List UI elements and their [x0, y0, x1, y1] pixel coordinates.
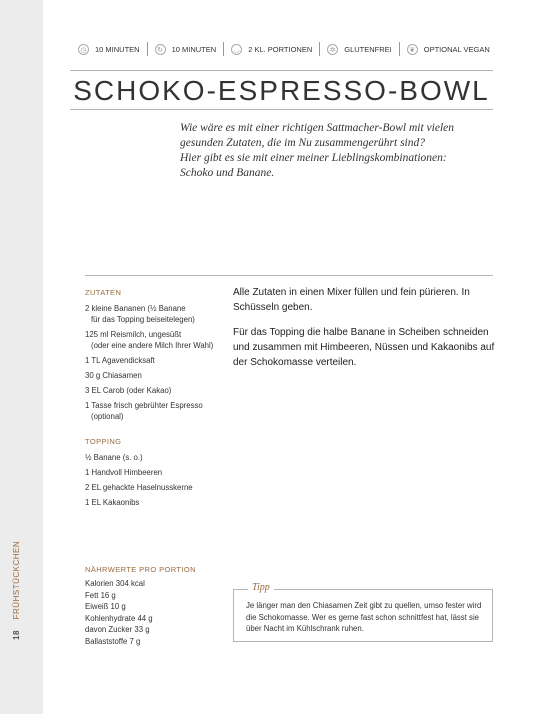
clock-icon: ◷: [78, 44, 89, 55]
info-item-time2: [155, 44, 217, 55]
nutrition-list: [85, 578, 225, 647]
intro-line: Wie wäre es mit einer richtigen Sattmacher-Bowl mit vielen: [180, 122, 455, 134]
tip-text: Je länger man den Chiasamen Zeit gibt zu quellen, umso fester wird die Schokomasse. Wer es gerne fast schon schnittfest hat, lässt sie über Nacht im Kühlschrank ruhen.: [246, 601, 482, 633]
intro-line: Schoko und Banane.: [180, 167, 275, 179]
nutrition-section: [85, 565, 225, 647]
side-strip: [0, 0, 43, 714]
list-item: 30 g Chiasamen: [85, 371, 142, 380]
list-item: 2 EL gehackte Haselnusskerne: [85, 483, 193, 492]
intro-line: Hier gibt es sie mit einer meiner Lieblingskombinationen:: [180, 152, 447, 164]
divider: [319, 42, 320, 56]
info-label: OPTIONAL VEGAN: [423, 44, 490, 54]
list-item: davon Zucker 33 g: [85, 625, 150, 634]
list-item: 1 TL Agavendicksaft: [85, 356, 155, 365]
list-item: 2 kleine Bananen (½ Banane für das Topping beiseitelegen): [85, 304, 195, 324]
instruction-step: Alle Zutaten in einen Mixer füllen und fein pürieren. In Schüsseln geben.: [233, 287, 470, 313]
list-item: Kalorien 304 kcal: [85, 579, 145, 588]
intro-line: gesunden Zutaten, die im Nu zusammengerührt sind?: [180, 137, 426, 149]
topping-list: [85, 452, 225, 508]
page-number: 18: [12, 630, 21, 640]
tip-label: Tipp: [248, 582, 274, 593]
title-rule-top: [70, 70, 493, 71]
list-item: 1 Handvoll Himbeeren: [85, 468, 163, 477]
divider: [147, 42, 148, 56]
info-item-vegan: [407, 44, 490, 55]
info-item-portions: [231, 44, 312, 55]
ingredients-list: [85, 303, 225, 422]
info-label: GLUTENFREI: [344, 44, 392, 54]
title-rule-bottom: [70, 109, 493, 110]
page-title: SCHOKO-ESPRESSO-BOWL: [73, 75, 490, 106]
tip-box: [233, 582, 493, 642]
instruction-step: Für das Topping die halbe Banane in Scheiben schneiden und zusammen mit Himbeeren, Nüssen und Kakaonibs auf der Schokomasse verteilen.: [233, 327, 495, 368]
list-item: Kohlenhydrate 44 g: [85, 613, 153, 623]
side-label: [12, 541, 21, 640]
info-label: 2 KL. PORTIONEN: [248, 44, 313, 54]
refresh-icon: ↻: [155, 44, 166, 55]
topping-heading: TOPPING: [85, 437, 122, 446]
info-bar: [78, 41, 498, 57]
list-item: 125 ml Reismilch, ungesüßt (oder eine andere Milch Ihrer Wahl): [85, 330, 214, 350]
list-item: 1 EL Kakaonibs: [85, 498, 140, 507]
divider: [399, 42, 400, 56]
instructions: [233, 285, 495, 380]
list-item: ½ Banane (s. o.): [85, 453, 143, 462]
list-item: 1 Tasse frisch gebrühter Espresso (optional): [85, 401, 203, 421]
intro-text: [180, 121, 480, 181]
list-item: Fett 16 g: [85, 590, 116, 600]
info-item-gluten: [327, 44, 392, 55]
bowl-icon: ◡: [231, 44, 242, 55]
divider: [223, 42, 224, 56]
info-label: 10 MINUTEN: [95, 44, 140, 54]
ingredients-section: [85, 288, 225, 426]
info-label: 10 MINUTEN: [171, 44, 217, 54]
list-item: 3 EL Carob (oder Kakao): [85, 386, 172, 395]
content-rule: [85, 275, 493, 276]
info-item-time: [78, 44, 140, 55]
topping-section: [85, 437, 225, 512]
wheat-icon: ✲: [327, 44, 338, 55]
list-item: Ballaststoffe 7 g: [85, 636, 141, 646]
list-item: Eiweiß 10 g: [85, 602, 126, 611]
nutrition-heading: NÄHRWERTE PRO PORTION: [85, 565, 196, 574]
leaf-icon: ❦: [407, 44, 418, 55]
ingredients-heading: ZUTATEN: [85, 288, 122, 297]
section-name: FRÜHSTÜCKCHEN: [12, 540, 21, 620]
